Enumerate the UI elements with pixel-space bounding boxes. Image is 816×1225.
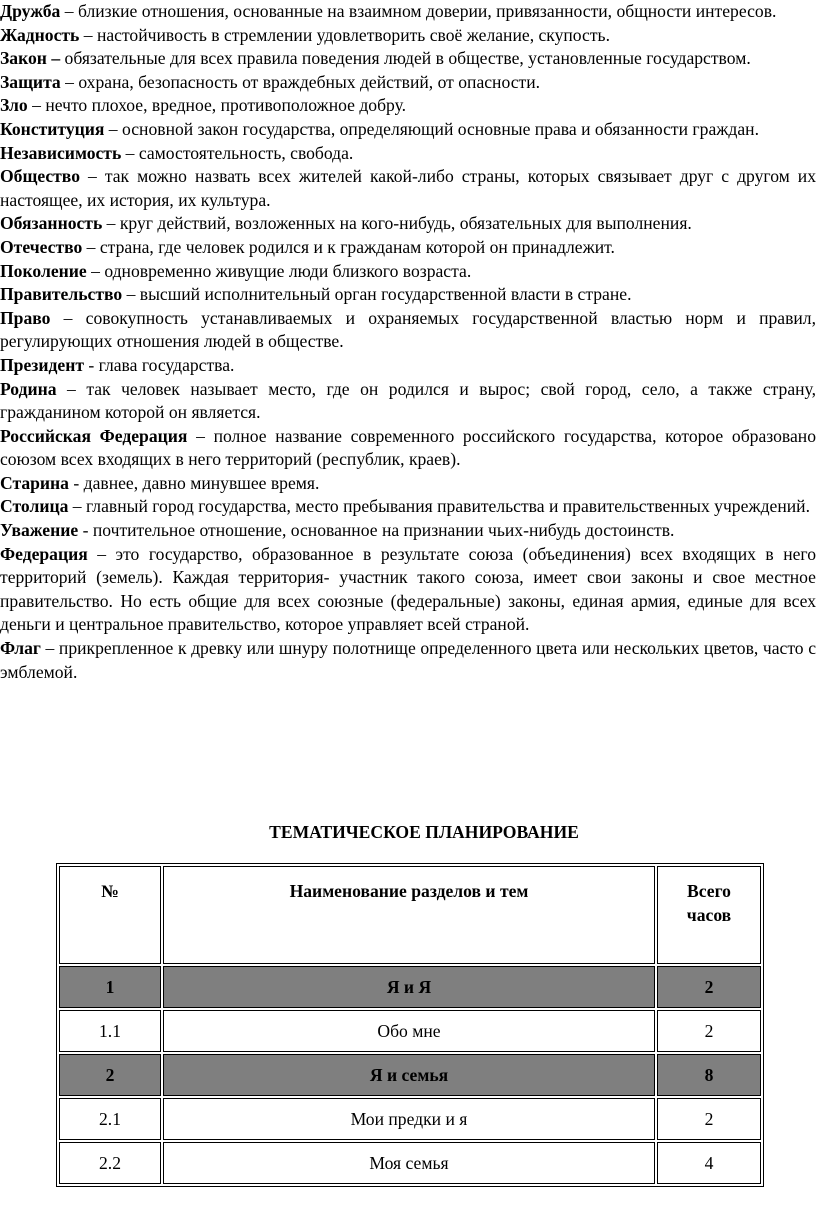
glossary-definition: нечто плохое, вредное, противоположное добру. bbox=[45, 95, 407, 116]
glossary-entry: Флаг – прикрепленное к древку или шнуру полотнище определенного цвета или нескольких цветов, часто с эмблемой. bbox=[0, 638, 816, 682]
glossary-term: Родина bbox=[0, 378, 57, 399]
table-header-row bbox=[59, 866, 761, 964]
header-hours: Всего часов bbox=[657, 866, 761, 964]
table-row bbox=[59, 1010, 761, 1052]
row-name: Обо мне bbox=[163, 1010, 655, 1052]
glossary-term: Федерация bbox=[0, 543, 88, 564]
glossary-entry: Правительство – высший исполнительный орган государственной власти в стране. bbox=[0, 284, 632, 305]
row-number: 2.2 bbox=[59, 1142, 161, 1184]
glossary-entry: Право – совокупность устанавливаемых и охраняемых государственной властью норм и правил, регулирующих отношения людей в обществе. bbox=[0, 307, 816, 352]
glossary-entry: Российская Федерация – полное название современного российского государства, которое образовано союзом всех входящих в него территорий (республик, краев). bbox=[0, 425, 816, 470]
glossary-entry: Старина - давнее, давно минувшее время. bbox=[0, 472, 320, 493]
glossary-term: Право bbox=[0, 307, 51, 328]
glossary-term: Защита bbox=[0, 71, 61, 92]
row-name: Мои предки и я bbox=[163, 1098, 655, 1140]
glossary-entry: Общество – так можно назвать всех жителей какой-либо страны, которых связывает друг с другом их настоящее, их история, их культура. bbox=[0, 166, 816, 210]
glossary-definition: высший исполнительный орган государственной власти в стране. bbox=[139, 284, 632, 305]
glossary-definition: почтительное отношение, основанное на признании чьих-нибудь достоинств. bbox=[92, 520, 675, 541]
glossary-entry: Родина – так человек называет место, где он родился и вырос; свой город, село, а также страну, гражданином которой он является. bbox=[0, 378, 816, 423]
glossary-entry: Конституция – основной закон государства, определяющий основные права и обязанности граждан. bbox=[0, 118, 759, 139]
glossary-entry: Обязанность – круг действий, возложенных на кого-нибудь, обязательных для выполнения. bbox=[0, 213, 692, 234]
glossary-term: Президент bbox=[0, 354, 84, 375]
glossary-entry: Независимость – самостоятельность, свобода. bbox=[0, 142, 354, 163]
glossary-entry: Поколение – одновременно живущие люди близкого возраста. bbox=[0, 260, 472, 281]
glossary-term: Независимость bbox=[0, 142, 122, 163]
glossary-definition: круг действий, возложенных на кого-нибудь, обязательных для выполнения. bbox=[119, 213, 692, 234]
glossary-entry: Зло – нечто плохое, вредное, противоположное добру. bbox=[0, 95, 407, 116]
glossary-definition: страна, где человек родился и к гражданам которой он принадлежит. bbox=[99, 236, 615, 257]
glossary-definition: полное название современного российского государства, которое образовано союзом всех входящих в него территорий (республик, краев). bbox=[0, 425, 816, 470]
glossary-term: Дружба bbox=[0, 1, 61, 21]
glossary-term: Закон – bbox=[0, 48, 61, 69]
header-name: Наименование разделов и тем bbox=[163, 866, 655, 964]
row-number: 2.1 bbox=[59, 1098, 161, 1140]
glossary-term: Столица bbox=[0, 496, 69, 517]
glossary-definition: давнее, давно минувшее время. bbox=[83, 472, 320, 493]
glossary-entry bbox=[0, 47, 816, 71]
table-row-section bbox=[59, 1054, 761, 1096]
glossary-definition: совокупность устанавливаемых и охраняемых государственной властью норм и правил, регулирующих отношения людей в обществе. bbox=[0, 307, 816, 352]
row-name: Я и Я bbox=[163, 966, 655, 1008]
glossary-entry: Президент - глава государства. bbox=[0, 354, 235, 375]
glossary-entry: Столица – главный город государства, место пребывания правительства и правительственных учреждений. bbox=[0, 496, 810, 517]
section-heading: ТЕМАТИЧЕСКОЕ ПЛАНИРОВАНИЕ bbox=[269, 822, 579, 842]
glossary-definition: глава государства. bbox=[98, 354, 235, 375]
glossary-term: Российская Федерация bbox=[0, 425, 188, 446]
glossary-term: Конституция bbox=[0, 118, 105, 139]
glossary-definition: настойчивость в стремлении удовлетворить своё желание, скупость. bbox=[96, 24, 610, 45]
row-hours: 4 bbox=[657, 1142, 761, 1184]
glossary-entry: Отечество – страна, где человек родился и к гражданам которой он принадлежит. bbox=[0, 236, 615, 257]
table-row bbox=[59, 1098, 761, 1140]
glossary-definition: обязательные для всех правила поведения людей в обществе, установленные государством. bbox=[64, 48, 751, 69]
glossary-definition: прикрепленное к древку или шнуру полотнище определенного цвета или нескольких цветов, часто с эмблемой. bbox=[0, 638, 816, 682]
glossary-term: Правительство bbox=[0, 284, 123, 305]
glossary-entry: Жадность – настойчивость в стремлении удовлетворить своё желание, скупость. bbox=[0, 24, 610, 45]
glossary-entry: Уважение - почтительное отношение, основанное на признании чьих-нибудь достоинств. bbox=[0, 520, 675, 541]
row-number: 1.1 bbox=[59, 1010, 161, 1052]
glossary-term: Старина bbox=[0, 472, 69, 493]
row-hours: 8 bbox=[657, 1054, 761, 1096]
header-number: № bbox=[59, 866, 161, 964]
glossary-term: Общество bbox=[0, 166, 80, 187]
row-number: 2 bbox=[59, 1054, 161, 1096]
row-number: 1 bbox=[59, 966, 161, 1008]
glossary-entry: Защита – охрана, безопасность от враждебных действий, от опасности. bbox=[0, 71, 541, 92]
glossary-term: Отечество bbox=[0, 236, 83, 257]
row-hours: 2 bbox=[657, 1098, 761, 1140]
glossary-definition: самостоятельность, свобода. bbox=[138, 142, 354, 163]
glossary-term: Поколение bbox=[0, 260, 87, 281]
row-hours: 2 bbox=[657, 966, 761, 1008]
glossary-definition: близкие отношения, основанные на взаимном доверии, привязанности, общности интересов. bbox=[77, 1, 777, 21]
row-name: Я и семья bbox=[163, 1054, 655, 1096]
glossary-term: Обязанность bbox=[0, 213, 103, 234]
glossary-definition: главный город государства, место пребывания правительства и правительственных учреждений. bbox=[85, 496, 810, 517]
table-row-section bbox=[59, 966, 761, 1008]
row-name: Моя семья bbox=[163, 1142, 655, 1184]
row-hours: 2 bbox=[657, 1010, 761, 1052]
glossary-definition: так можно назвать всех жителей какой-либо страны, которых связывает друг с другом их настоящее, их история, их культура. bbox=[0, 166, 816, 210]
glossary-entry: Федерация – это государство, образованное в результате союза (объединения) всех входящих в него территорий (земель). Каждая территория- участник такого союза, имеет свои законы и свое местное правительство. Но есть общие для всех союзные (федеральные) законы, единая армия, единые для всех деньги и центральное правительство, которое управляет всей страной. bbox=[0, 543, 816, 635]
glossary-term: Флаг bbox=[0, 638, 41, 659]
glossary-definition: охрана, безопасность от враждебных действий, от опасности. bbox=[78, 71, 541, 92]
glossary-definition: одновременно живущие люди близкого возраста. bbox=[104, 260, 472, 281]
glossary-definition: так человек называет место, где он родился и вырос; свой город, село, а также страну, гражданином которой он является. bbox=[0, 378, 816, 423]
glossary-definition: основной закон государства, определяющий основные права и обязанности граждан. bbox=[122, 118, 759, 139]
glossary-term: Уважение bbox=[0, 520, 79, 541]
thematic-plan-table bbox=[56, 863, 764, 1187]
table-row bbox=[59, 1142, 761, 1184]
glossary-term: Жадность bbox=[0, 24, 80, 45]
glossary-entry: Дружба – близкие отношения, основанные на взаимном доверии, привязанности, общности интересов. bbox=[0, 1, 777, 21]
glossary-definition: это государство, образованное в результате союза (объединения) всех входящих в него территорий (земель). Каждая территория- участник такого союза, имеет свои законы и свое местное правительство. Но есть общие для всех союзные (федеральные) законы, единая армия, единые для всех деньги и центральное правительство, которое управляет всей страной. bbox=[0, 543, 816, 635]
glossary-term: Зло bbox=[0, 95, 28, 116]
